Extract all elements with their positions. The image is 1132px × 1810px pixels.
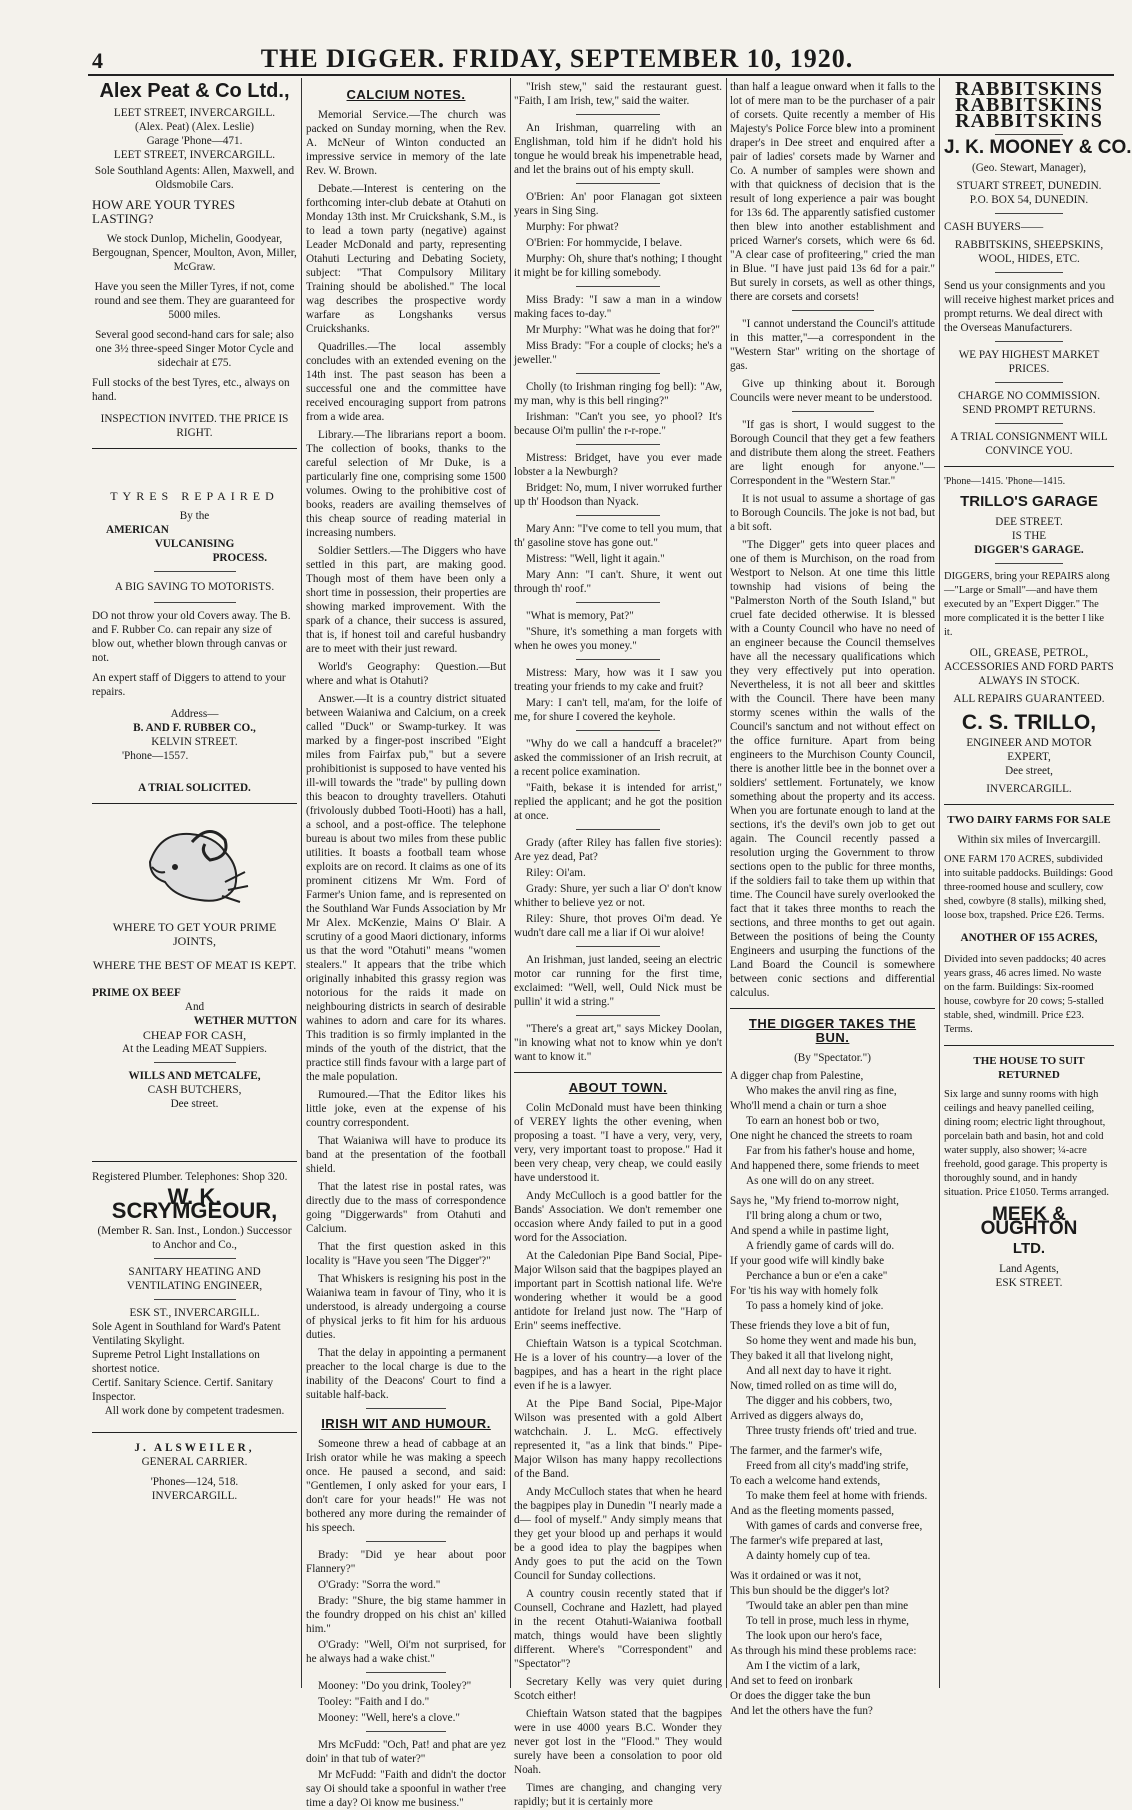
article-paragraph: Cholly (to Irishman ringing fog bell): "Aw, my man, why is this bell ringing?": [514, 381, 722, 407]
divider: [154, 1062, 236, 1063]
poem-line: With games of cards and converse free,: [746, 1520, 923, 1532]
ad-line: Send us your consignments and you will receive highest market prices and prompt returns. We deal direct with the Overseas Manufacturers.: [944, 280, 1114, 334]
ad-line: Dee street.: [170, 1098, 219, 1110]
divider: [944, 466, 1114, 467]
poem-line: One night he chanced the streets to roam: [730, 1130, 913, 1142]
poem-line: A friendly game of cards will do.: [746, 1240, 895, 1252]
article-paragraph: Rumoured.—That the Editor likes his little joke, even at the expense of his country correspondent.: [306, 1089, 506, 1129]
ad-line: CHARGE NO COMMISSION. SEND PROMPT RETURNS.: [957, 390, 1101, 416]
column-irish-about-town: [514, 80, 722, 1808]
article-paragraph: Give up thinking about it. Borough Councils were never meant to be understood.: [730, 378, 935, 404]
divider: [576, 515, 659, 516]
article-paragraph: Mistress: Mary, how was it I saw you treating your friends to my cake and fruit?: [514, 667, 722, 693]
ad-line: 'Phones—124, 518.: [150, 1476, 239, 1488]
article-paragraph: O'Brien: An' poor Flanagan got sixteen years in Sing Sing.: [514, 191, 722, 217]
ad-trillo: [944, 475, 1114, 796]
ad-line: And: [184, 1001, 205, 1013]
divider: [576, 444, 659, 445]
divider: [995, 213, 1063, 214]
ad-line: OIL, GREASE, PETROL, ACCESSORIES AND FORD PARTS ALWAYS IN STOCK.: [944, 647, 1114, 687]
ad-title: TRILLO'S GARAGE: [960, 493, 1098, 510]
poem-line: As one will do on any street.: [746, 1175, 875, 1187]
ad-line: A TRIAL CONSIGNMENT WILL CONVINCE YOU.: [950, 431, 1108, 457]
ad-line: An expert staff of Diggers to attend to your repairs.: [92, 672, 286, 698]
article-paragraph: Mr Murphy: "What was he doing that for?": [526, 324, 720, 336]
article-paragraph: Miss Brady: "For a couple of clocks; he's a jeweller.": [514, 340, 722, 366]
ad-line: Have you seen the Miller Tyres, if not, come round and see them. They are guaranteed for 5000 miles.: [94, 281, 295, 321]
poem-line: And happened there, some friends to meet: [730, 1160, 920, 1172]
article-paragraph: "The Digger" gets into queer places and one of them is Murchison, on the road from Westport to Nelson. At one time this little township had visions of being the "Palmerston North of the South Island," but cruel fate decided otherwise. It is blessed with a County Council who have no need of an engineer because the Council themselves have all the necessary qualifications which they very effectively put into operation. Nevertheless, it is not all beer and skittles with the Council. There have been many stormy scenes within the walls of the Council's sanctum and not without effect on the office furniture. Apart from being engineers to the Murchison County Council, there is another little bee in the bonnet over a soldiers' settlement. Fortunately, we know something about the property and its access. When you are fortunate enough to land at the sections, it's the devil's own job to get out again. The Council recently passed a resolution urging the Government to throw sections open to the public for three months, if the soldiers fail to take them up within that time. The Council have surely overlooked the fact that it takes three months to reach the sections, and three months to get out again. Between the positions of being the County Engineers and usurping the functions of the Land Board the Council is somewhere between conic sections and differential calculus.: [730, 539, 935, 999]
poem-line: And set to feed on ironbark: [730, 1675, 853, 1687]
ad-line: All work done by competent tradesmen.: [104, 1405, 285, 1417]
divider: [366, 1672, 446, 1673]
divider: [154, 1258, 236, 1259]
about-town-heading: ABOUT TOWN.: [568, 1080, 668, 1095]
poem-line: Freed from all city's madd'ing strife,: [746, 1460, 909, 1472]
ad-line: STUART STREET, DUNEDIN.: [956, 180, 1102, 192]
article-paragraph: Irishman: "Can't you see, yo phool? It's because Oi'm pullin' the r-r-rope.": [514, 411, 722, 437]
divider: [92, 448, 297, 449]
ad-title: C. S. TRILLO,: [961, 711, 1097, 734]
poem-line: This bun should be the digger's lot?: [730, 1585, 890, 1597]
article-paragraph: At the Pipe Band Social, Pipe-Major Wilson was presented with a gold Albert watchchain. J. L. McG. effectively represented it, "as a link that binds." Pipe-Major Wilson has many happy recollections of the Band.: [514, 1398, 722, 1480]
poem-line: Who'll mend a chain or turn a shoe: [730, 1100, 887, 1112]
poem-byline: (By "Spectator."): [794, 1052, 871, 1064]
column-advertisements-right: [944, 78, 1132, 1685]
article-paragraph: "Why do we call a handcuff a bracelet?" asked the commissioner of an Irish recruit, at a recent police examination.: [514, 738, 722, 778]
ad-title: TWO DAIRY FARMS FOR SALE: [947, 814, 1111, 826]
ad-line: Land Agents,: [999, 1263, 1059, 1275]
article-paragraph: Grady: Shure, yer such a liar O' don't know whither to believe yez or not.: [514, 883, 722, 909]
divider: [366, 1731, 446, 1732]
divider: [92, 803, 297, 804]
article-paragraph: Someone threw a head of cabbage at an Irish orator while he was making a speech once. He paused a second, and said: "Gentlemen, I only asked for your ears, I don't care for your heads!" He was not bothered any more during the remainder of his speech.: [306, 1438, 506, 1534]
ad-line: We stock Dunlop, Michelin, Goodyear, Bergougnan, Spencer, Moulton, Avon, Miller, McGraw.: [92, 233, 297, 273]
poem-line: As through his mind these problems race:: [730, 1645, 917, 1657]
ad-heading: WHERE TO GET YOUR PRIME JOINTS,: [112, 920, 277, 948]
article-paragraph: "Faith, bekase it is intended for arrist," replied the applicant; and he got the position at once.: [514, 782, 722, 822]
poem-line: 'Twould take an abler pen than mine: [746, 1600, 909, 1612]
divider: [576, 659, 659, 660]
article-paragraph: Times are changing, and changing very rapidly; but it is certainly more: [514, 1782, 722, 1808]
poem-line: The farmer's wife prepared at last,: [730, 1535, 883, 1547]
ad-line: 'Phone—1557.: [122, 750, 189, 762]
calcium-notes-heading: CALCIUM NOTES.: [346, 87, 466, 102]
article-paragraph: Riley: Shure, thot proves Oi'm dead. Ye wudn't dare call me a liar if Oi wur aloive!: [514, 913, 722, 939]
article-paragraph: O'Grady: "Sorra the word.": [318, 1579, 441, 1591]
article-paragraph: "I cannot understand the Council's attitude in this matter,"—a correspondent in the "Western Star" writing on the shortage of gas.: [730, 318, 935, 372]
column-divider: [510, 78, 511, 1688]
article-paragraph: Murphy: Oh, shure that's nothing; I thought it might be for killing somebody.: [514, 253, 722, 279]
article-paragraph: "Shure, it's something a man forgets with when he owes you money.": [514, 626, 722, 652]
ad-line: Certif. Sanitary Science. Certif. Sanitary Inspector.: [92, 1377, 274, 1403]
ad-mooney: [944, 78, 1132, 458]
ad-line: PROCESS.: [212, 552, 267, 564]
poem-line: If your good wife will kindly bake: [730, 1255, 885, 1267]
irish-wit-continued: [514, 80, 722, 1064]
ad-line: ESK STREET.: [995, 1277, 1063, 1289]
ad-heading: TYRES REPAIRED: [110, 489, 279, 503]
article-paragraph: O'Grady: "Well, Oi'm not surprised, for he always had a wake chist.": [306, 1639, 506, 1665]
article-paragraph: At the Caledonian Pipe Band Social, Pipe-Major Wilson said that the bagpipes played an important part in Scottish national life. We're wondering whether it would be a good antidote for Ireland just now. The "Harp of Erin" seems ineffective.: [514, 1250, 722, 1332]
ad-title: J. K. MOONEY & CO.: [944, 137, 1132, 158]
article-paragraph: O'Brien: For hommycide, I belave.: [526, 237, 683, 249]
article-paragraph: That the delay in appointing a permanent preacher to the local charge is due to the inability of the Deacons' Court to find a suitable half-back.: [306, 1347, 506, 1401]
column-calcium-irish: [306, 80, 506, 1809]
poem-line: Says he, "My friend to-morrow night,: [730, 1195, 899, 1207]
poem-line: They baked it all that livelong night,: [730, 1350, 894, 1362]
irish-wit-body: [306, 1437, 506, 1810]
ad-line: Address—: [170, 708, 219, 720]
article-paragraph: Riley: Oi'am.: [526, 867, 586, 879]
ad-line: (Member R. San. Inst., London.) Successor to Anchor and Co.,: [97, 1225, 292, 1251]
ad-line: RABBITSKINS, SHEEPSKINS, WOOL, HIDES, ETC.: [954, 239, 1104, 265]
column-divider: [726, 78, 727, 1688]
article-paragraph: An Irishman, just landed, seeing an electric motor car running for the first time, exclaimed: "Well, well, Ould Nick must be pullin' it wid a string.": [514, 954, 722, 1008]
article-paragraph: Grady (after Riley has fallen five stories): Are yez dead, Pat?: [514, 837, 722, 863]
article-paragraph: Brady: "Did ye hear about poor Flannery?": [306, 1549, 506, 1575]
divider: [995, 423, 1063, 424]
poem-line: To make them feel at home with friends.: [746, 1490, 928, 1502]
ad-line: B. AND F. RUBBER CO.,: [133, 722, 256, 734]
poem-line: To each a welcome hand extends,: [730, 1475, 881, 1487]
divider: [792, 411, 874, 412]
article-paragraph: Tooley: "Faith and I do.": [318, 1696, 430, 1708]
ad-line: PRIME OX BEEF: [92, 987, 181, 999]
article-paragraph: Miss Brady: "I saw a man in a window making faces to-day.": [514, 294, 722, 320]
poem-line: And let the others have the fun?: [730, 1705, 873, 1717]
article-paragraph: Mr McFudd: "Faith and didn't the doctor say Oi should take a spoonful in wather t'ree time a day? Oi know me business.": [306, 1769, 506, 1809]
ad-line: LEET STREET, INVERCARGILL.: [113, 107, 276, 119]
ad-alex-peat: [92, 80, 297, 440]
column-divider: [301, 78, 302, 1688]
article-paragraph: Mrs McFudd: "Och, Pat! and phat are yez doin' in that tub of water?": [306, 1739, 506, 1765]
divider: [92, 1161, 297, 1162]
divider: [366, 1541, 446, 1542]
ad-line: Six large and sunny rooms with high ceilings and heavy panelled ceiling, dining room; electric light throughout, porcelain bath and basin, hot and cold water supply, also shower; ¼-acre freehold, good garage. This property is thoroughly sound, and in handy situation. Price £1050. Terms arranged.: [944, 1089, 1109, 1198]
masthead-rule: [88, 74, 1114, 76]
divider: [792, 310, 874, 311]
ad-line: Divided into seven paddocks; 40 acres years grass, 46 acres limed. No waste on the farm. Buildings: Six-roomed house, cowbyre for 20 cows; 5-stalled stable, shed, windmill. Price £23. Terms.: [944, 954, 1106, 1035]
ad-line: A BIG SAVING TO MOTORISTS.: [114, 581, 275, 593]
ad-heading: HOW ARE YOUR TYRES LASTING?: [92, 197, 236, 226]
article-paragraph: Mary Ann: "I can't. Shure, it went out through th' roof.": [514, 569, 722, 595]
ad-line: SANITARY HEATING AND VENTILATING ENGINEER,: [126, 1266, 263, 1292]
divider: [576, 1015, 659, 1016]
ad-line: LEET STREET, INVERCARGILL.: [113, 149, 276, 161]
ad-carrier: [92, 1441, 297, 1503]
article-paragraph: That Waianiwa will have to produce its band at the presentation of the football shield.: [306, 1135, 506, 1175]
divider: [576, 286, 659, 287]
ad-line: WILLS AND METCALFE,: [128, 1070, 261, 1082]
divider: [576, 373, 659, 374]
article-paragraph: Bridget: No, mum, I niver worruked further up th' Hoodson than Nyack.: [514, 482, 722, 508]
ad-line: (Geo. Stewart, Manager),: [971, 162, 1086, 174]
ad-line: IS THE: [1011, 530, 1047, 542]
article-paragraph: "What is memory, Pat?": [526, 610, 634, 622]
calcium-notes-body: [306, 108, 506, 1402]
ad-line: INVERCARGILL.: [151, 1490, 238, 1502]
poem-line: And spend a while in pastime light,: [730, 1225, 889, 1237]
ad-line: Dee street,: [1005, 765, 1053, 777]
ad-title: THE HOUSE TO SUIT RETURNED: [973, 1055, 1085, 1081]
ad-line: GENERAL CARRIER.: [141, 1456, 248, 1468]
ad-line: At the Leading MEAT Suppiers.: [122, 1043, 267, 1055]
divider: [154, 602, 236, 603]
ad-line: (Alex. Peat) (Alex. Leslie): [135, 121, 254, 133]
poem-line: These friends they love a bit of fun,: [730, 1320, 890, 1332]
poem-line: And as the fleeting moments passed,: [730, 1505, 895, 1517]
ad-line: ESK ST., INVERCARGILL.: [129, 1307, 260, 1319]
ad-line: VULCANISING: [154, 538, 235, 550]
ad-line: Within six miles of Invercargill.: [957, 834, 1101, 846]
poem-line: Arrived as diggers always do,: [730, 1410, 864, 1422]
poem-line: To pass a homely kind of joke.: [746, 1300, 884, 1312]
poem-line: I'll bring along a chum or two,: [746, 1210, 882, 1222]
article-paragraph: That the latest rise in postal rates, was directly due to the mass of correspondence going "Diggerwards" from Otahuti and Calcium.: [306, 1181, 506, 1235]
article-paragraph: Brady: "Shure, the big stame hammer in the foundry dropped on his chist an' killed him.": [306, 1595, 506, 1635]
divider: [366, 1408, 446, 1409]
poem-line: The digger and his cobbers, two,: [746, 1395, 893, 1407]
poem-line: The farmer, and the farmer's wife,: [730, 1445, 883, 1457]
article-paragraph: "If gas is short, I would suggest to the Borough Council that they get a few feathers and distribute them along the street. Feathers are light enough for anyone."—Correspondent in the "Western Star.": [730, 419, 935, 487]
newspaper-title: THE DIGGER. FRIDAY, SEPTEMBER 10, 1920.: [260, 44, 854, 73]
divider: [576, 114, 659, 115]
ad-line: Sole Agent in Southland for Ward's Patent Ventilating Skylight.: [92, 1321, 281, 1347]
divider: [154, 1299, 236, 1300]
divider: [154, 571, 236, 572]
article-paragraph: Library.—The librarians report a boom. The collection of books, thanks to the careful selection of Mr Duke, is a particularly fine one, comprising some 1500 volumes. Owing to the prohibitive cost of books, readers are availing themselves of this cheap source of reading material in increasing numbers.: [306, 429, 506, 539]
ad-title: W. K. SCRYMGEOUR,: [111, 1184, 278, 1223]
ad-plumber: [92, 1170, 297, 1418]
ram-head-icon: [130, 812, 260, 912]
article-paragraph: Colin McDonald must have been thinking of VEREY lights the other evening, when proposing a toast. "I have a very, very, very, very, very important toast to propose." Had it been very cheap, very cheap, we could easily have understood it.: [514, 1102, 722, 1184]
ad-line: Garage 'Phone—471.: [146, 135, 243, 147]
ad-line: By the: [179, 510, 210, 522]
ad-title: RABBITSKINS: [955, 110, 1103, 132]
divider: [92, 1432, 297, 1433]
about-town-continued: [730, 80, 935, 1000]
poem-line: Now, timed rolled on as time will do,: [730, 1380, 897, 1392]
ad-line: WETHER MUTTON: [193, 1015, 297, 1027]
ad-line: ALL REPAIRS GUARANTEED.: [953, 693, 1105, 705]
irish-wit-heading: IRISH WIT AND HUMOUR.: [321, 1416, 491, 1431]
ad-rubber-co: [92, 489, 297, 795]
article-paragraph: World's Geography: Question.—But where and what is Otahuti?: [306, 661, 506, 687]
poem-line: So home they went and made his bun,: [746, 1335, 917, 1347]
about-town-body: [514, 1101, 722, 1809]
divider: [995, 134, 1063, 135]
poem-line: For 'tis his way with homely folk: [730, 1285, 879, 1297]
article-paragraph: Chieftain Watson stated that the bagpipes were in use 4000 years B.C. Wonder they never got lost in the "Flood." They would surely have been a consolation to poor old Noah.: [514, 1708, 722, 1776]
divider: [995, 563, 1063, 564]
ad-house: [944, 1054, 1114, 1290]
divider: [995, 272, 1063, 273]
article-paragraph: That Whiskers is resigning his post in the Waianiwa team in favour of Tiny, who it is understood, is already undergoing a course of physical jerks to fit him for his arduous duties.: [306, 1273, 506, 1341]
article-paragraph: Mistress: "Well, light it again.": [526, 553, 665, 565]
article-paragraph: Andy McCulloch states that when he heard the bagpipes play in Dunedin "I nearly made a d— fool of myself." Andy simply means that they get your blood up and perhaps it would be a good idea to play the bagpipes when Andy goes to put the acid on the Town Council for Sunday collections.: [514, 1486, 722, 1582]
poem-line: Who makes the anvil ring as fine,: [746, 1085, 897, 1097]
poem-line: To tell in prose, much less in rhyme,: [746, 1615, 909, 1627]
article-paragraph: Secretary Kelly was very quiet during Scotch either!: [514, 1676, 722, 1702]
article-paragraph: Andy McCulloch is a good battler for the Bands' Association. We don't remember one occasion where Andy failed to put in a good word for the Association.: [514, 1190, 722, 1244]
article-paragraph: That the first question asked in this locality is "Have you seen 'The Digger'?": [306, 1241, 506, 1267]
poem-heading: THE DIGGER TAKES THE BUN.: [748, 1016, 917, 1045]
poem-line: Was it ordained or was it not,: [730, 1570, 862, 1582]
ad-line: ENGINEER AND MOTOR EXPERT,: [966, 737, 1092, 763]
divider: [514, 1072, 722, 1073]
ad-line: INVERCARGILL.: [986, 783, 1072, 795]
article-paragraph: "Irish stew," said the restaurant guest. "Faith, I am Irish, tew," said the waiter.: [514, 81, 722, 107]
ad-line: DIGGERS, bring your REPAIRS along —"Large or Small"—and have them executed by an "Expert Digger." The more complicated it is the better I like it.: [944, 571, 1110, 638]
article-paragraph: It is not usual to assume a shortage of gas to Borough Councils. The joke is not bad, but a bit soft.: [730, 493, 935, 533]
ad-line: ONE FARM 170 ACRES, subdivided into suitable paddocks. Buildings: Good three-roomed house and scullery, cow shed, cowbyre (8 stalls), milking shed, loose box, trapshed. Price £26. Terms.: [944, 854, 1113, 921]
ad-line: DO not throw your old Covers away. The B. and F. Rubber Co. can repair any size of blow out, whether blown through canvas or not.: [92, 610, 291, 664]
article-paragraph: Murphy: For phwat?: [526, 221, 619, 233]
divider: [576, 183, 659, 184]
article-paragraph: Mooney: "Do you drink, Tooley?": [318, 1680, 472, 1692]
ad-title: Alex Peat & Co Ltd.,: [99, 80, 290, 102]
poem-line: Three trusty friends oft' tried and true.: [746, 1425, 917, 1437]
article-paragraph: An Irishman, quarreling with an Englishman, told him if he didn't hold his tongue he would break his impenetrable head, and let the brains out of his empty skull.: [514, 122, 722, 176]
ad-line: AMERICAN: [106, 524, 169, 536]
column-advertisements-left: [92, 80, 297, 1685]
divider: [730, 1008, 935, 1009]
poem-line: To earn an honest bob or two,: [746, 1115, 880, 1127]
ad-line: P.O. BOX 54, DUNEDIN.: [969, 194, 1089, 206]
divider: [576, 730, 659, 731]
poem-line: A dainty homely cup of tea.: [746, 1550, 871, 1562]
ad-line: Several good second-hand cars for sale; also one 3½ three-speed Singer Motor Cycle and sidechair at £75.: [95, 329, 294, 369]
article-paragraph: Memorial Service.—The church was packed on Sunday morning, when the Rev. A. McNeur of Winton conducted an impressive service in memory of the late Rev. W. Brown.: [306, 109, 506, 177]
divider: [995, 341, 1063, 342]
masthead: [0, 0, 1114, 74]
divider: [944, 1045, 1114, 1046]
column-about-town-poem: [730, 80, 935, 1717]
ad-title: RABBITSKINS: [955, 78, 1103, 100]
ad-line: Supreme Petrol Light Installations on shortest notice.: [92, 1349, 260, 1375]
ad-title: ANOTHER OF 155 ACRES,: [960, 932, 1098, 944]
ad-line: Full stocks of the best Tyres, etc., always on hand.: [92, 377, 290, 403]
divider: [995, 382, 1063, 383]
poem-line: Perchance a bun or e'en a cake": [746, 1270, 888, 1282]
ad-line: A TRIAL SOLICITED.: [138, 782, 251, 794]
poem-line: And all next day to have it right.: [746, 1365, 892, 1377]
ad-heading: WHERE THE BEST OF MEAT IS KEPT.: [92, 958, 297, 972]
divider: [576, 946, 659, 947]
divider: [944, 804, 1114, 805]
article-paragraph: Mary Ann: "I've come to tell you mum, that th' gasoline stove has gone out.": [514, 523, 722, 549]
ad-title: J. ALSWEILER,: [134, 1442, 255, 1454]
page-number: 4: [92, 48, 103, 73]
article-paragraph: Mooney: "Well, here's a clove.": [318, 1712, 460, 1724]
poem-line: The look upon our hero's face,: [746, 1630, 883, 1642]
ad-title: RABBITSKINS: [955, 94, 1103, 116]
ad-line: KELVIN STREET.: [151, 736, 238, 748]
ad-butcher: [92, 812, 297, 1111]
ad-line: CHEAP FOR CASH,: [142, 1028, 247, 1042]
article-paragraph: "There's a great art," says Mickey Doolan, "in knowing what not to know whin ye don't want to know it.": [514, 1023, 722, 1063]
divider: [576, 602, 659, 603]
ad-line: 'Phone—1415. 'Phone—1415.: [944, 476, 1066, 487]
ad-title: MEEK & OUGHTON: [980, 1204, 1078, 1239]
poem-line: Or does the digger take the bun: [730, 1690, 871, 1702]
article-paragraph: A country cousin recently stated that if Counsell, Cochrane and Hazlett, had played in the recent Otahuti-Waianiwa football match, things would have been slightly different. Where's "Correspondent" and "Spectator"?: [514, 1588, 722, 1670]
ad-line: Sole Southland Agents: Allen, Maxwell, and Oldsmobile Cars.: [94, 165, 295, 191]
ad-line: INSPECTION INVITED. THE PRICE IS RIGHT.: [100, 413, 289, 439]
ad-dairy-farms: [944, 813, 1114, 1037]
article-paragraph: Mistress: Bridget, have you ever made lobster a la Newburgh?: [514, 452, 722, 478]
article-paragraph: Soldier Settlers.—The Diggers who have settled in this part, are making good. Though most of them have been only a short time in possession, their properties are showing marked improvement. With the spark of a chance, their success is assured, that is, if honest toil and careful husbandry are to meet with their just reward.: [306, 545, 506, 655]
poem-body: [730, 1069, 935, 1718]
poem-line: Am I the victim of a lark,: [746, 1660, 861, 1672]
article-paragraph: Chieftain Watson is a typical Scotchman. He is a lover of his country—a lover of the bagpipes, and has a heart in the right place even if he is a lawyer.: [514, 1338, 722, 1392]
article-paragraph: Quadrilles.—The local assembly concludes with an extended evening on the 14th inst. The past season has been a successful one and the committee have received encouraging support from patrons from a wide area.: [306, 341, 506, 423]
article-paragraph: Mary: I can't tell, ma'am, for the loife of me, for shure I covered the keyhole.: [514, 697, 722, 723]
ad-line: Registered Plumber. Telephones: Shop 320.: [92, 1171, 288, 1183]
poem-line: A digger chap from Palestine,: [730, 1070, 864, 1082]
article-paragraph: Answer.—It is a country district situated between Waianiwa and Calcium, on a creek called "Duck" or Swamp-turkey. It was marked by a finger-post inscribed "Eight miles from Fairfax pub," but a severe prohibitionist is supposed to have vented his ill-will towards the "trade" by pulling down this beacon to droughty travellers. Otahuti (frivolously dubbed Tooti-Hooti) has a hall, a school, and a post-office. The telephone bureau is about two miles from these public utilities. It boasts a football team whose exploits are on record. It claims as one of its prominent citizens Mr Wm. Ford of Farmer's Union fame, and is represented on the Southland War Funds Association by Mr Mr Alex. McKenzie, Mains O' Blair. A scrutiny of a good Maori dictionary, informs us that the word "Otahuti" means "women stealers." It appears that the tribe which originally inhabited this grassy region was notorious for the raids it made on neighbouring districts in search of desirable wahines to adorn and care for its whares. This tradition is so firmly implanted in the minds of the youth of the district, that the practice still finds favour with a large part of the male population.: [306, 693, 506, 1083]
ad-line: DIGGER'S GARAGE.: [974, 544, 1084, 556]
ad-line: CASH BUTCHERS,: [147, 1084, 242, 1096]
article-paragraph: than half a league onward when it falls to the lot of mere man to be the purchaser of a pair of corsets. Quite recently a member of His Majesty's Police Force blew into a prominent draper's in Dee street and enquired after a pair of ladies' corsets made by Warner and Co. A number of samples were shown and with that quickness of decision that is the result of long experience a pair was bought for 13s 6d. The apparently satisfied customer then blew into another establishment and priced Warner's corsets, which were 6s 6d. "A clear case of profiteering," cried the man in Blue. "I have just paid 13s 6d for a pair." But surely in corsets, as well as other things, there are corsets and corsets!: [730, 81, 935, 303]
divider: [576, 829, 659, 830]
ad-line: DEE STREET.: [995, 516, 1063, 528]
column-divider: [939, 78, 940, 1688]
ad-title: LTD.: [1012, 1240, 1046, 1257]
article-paragraph: Debate.—Interest is centering on the forthcoming inter-club debate at Otahuti on Monday 13th inst. Mr Cruickshank, S.M., is to lead a town party (negative) against Leader McDonald and party, representing Otahuti Lecturing and Debating Society, subject: "That Compulsory Military Training should be abolished." The local wag describes the prospective wordy warfare as Longshanks versus Cruickshanks.: [306, 183, 506, 335]
ad-line: WE PAY HIGHEST MARKET PRICES.: [958, 349, 1100, 375]
poem-line: Far from his father's house and home,: [746, 1145, 915, 1157]
ad-line: CASH BUYERS——: [944, 221, 1044, 233]
